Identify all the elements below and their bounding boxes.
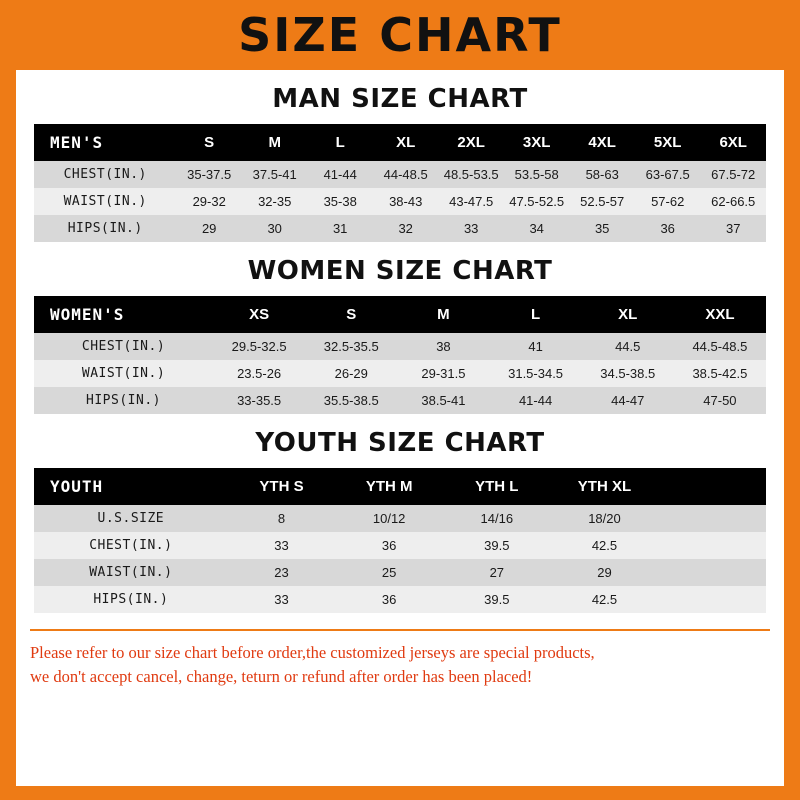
table-cell: 44-48.5 (373, 161, 439, 188)
table-cell: 30 (242, 215, 308, 242)
table-cell: 41 (490, 333, 582, 360)
men-row-label-waist: WAIST(IN.) (34, 188, 176, 215)
table-cell: 38-43 (373, 188, 439, 215)
table-cell: 35-38 (307, 188, 373, 215)
men-header-l: L (307, 124, 373, 161)
table-row (34, 333, 766, 360)
table-cell: 33 (438, 215, 504, 242)
table-cell: 14/16 (443, 505, 551, 532)
footer-line-2: we don't accept cancel, change, teturn or refund after order has been placed! (30, 666, 533, 686)
women-header-s: S (305, 296, 397, 333)
table-cell: 52.5-57 (569, 188, 635, 215)
table-cell: 39.5 (443, 586, 551, 613)
table-cell: 36 (335, 532, 443, 559)
table-cell: 44.5-48.5 (674, 333, 766, 360)
table-cell: 38 (397, 333, 489, 360)
table-cell: 44.5 (582, 333, 674, 360)
table-cell: 41-44 (307, 161, 373, 188)
women-row-label-chest: CHEST(IN.) (34, 333, 213, 360)
table-cell: 36 (635, 215, 701, 242)
youth-header-label: YOUTH (34, 468, 228, 505)
youth-header-yth-l: YTH L (443, 468, 551, 505)
men-section-title: MAN SIZE CHART (272, 84, 528, 114)
men-header-m: M (242, 124, 308, 161)
women-header-xxl: XXL (674, 296, 766, 333)
women-row-label-hips: HIPS(IN.) (34, 387, 213, 414)
table-cell: 18/20 (551, 505, 659, 532)
table-row (34, 215, 766, 242)
table-cell: 42.5 (551, 532, 659, 559)
footer-notice (30, 629, 770, 689)
table-cell: 47-50 (674, 387, 766, 414)
table-cell: 33 (228, 532, 336, 559)
youth-table-body (34, 505, 766, 613)
table-cell: 44-47 (582, 387, 674, 414)
table-row (34, 505, 766, 532)
footer-line-1: Please refer to our size chart before order,the customized jerseys are special products, (30, 643, 595, 662)
women-row-label-waist: WAIST(IN.) (34, 360, 213, 387)
youth-row-label-us-size: U.S.SIZE (34, 505, 228, 532)
men-header-2xl: 2XL (438, 124, 504, 161)
table-cell: 31.5-34.5 (490, 360, 582, 387)
men-header-s: S (176, 124, 242, 161)
table-cell: 43-47.5 (438, 188, 504, 215)
women-table-body (34, 333, 766, 414)
table-cell (658, 532, 766, 559)
table-cell: 33 (228, 586, 336, 613)
youth-section-title: YOUTH SIZE CHART (255, 428, 545, 458)
men-header-4xl: 4XL (569, 124, 635, 161)
table-cell: 58-63 (569, 161, 635, 188)
table-cell: 39.5 (443, 532, 551, 559)
table-row (34, 161, 766, 188)
table-cell (658, 505, 766, 532)
table-row (34, 559, 766, 586)
women-size-section (16, 256, 784, 414)
youth-header-yth-m: YTH M (335, 468, 443, 505)
table-cell: 57-62 (635, 188, 701, 215)
women-header-m: M (397, 296, 489, 333)
table-cell: 34 (504, 215, 570, 242)
table-cell: 38.5-41 (397, 387, 489, 414)
table-row (34, 532, 766, 559)
men-row-label-hips: HIPS(IN.) (34, 215, 176, 242)
table-cell: 38.5-42.5 (674, 360, 766, 387)
table-cell: 42.5 (551, 586, 659, 613)
table-header-row (34, 124, 766, 161)
table-cell: 29.5-32.5 (213, 333, 305, 360)
men-size-section (16, 84, 784, 242)
men-table-head (34, 124, 766, 161)
table-cell: 23 (228, 559, 336, 586)
table-cell: 33-35.5 (213, 387, 305, 414)
table-cell: 53.5-58 (504, 161, 570, 188)
page-title: SIZE CHART (238, 8, 562, 62)
table-row (34, 586, 766, 613)
men-header-xl: XL (373, 124, 439, 161)
youth-row-label-waist: WAIST(IN.) (34, 559, 228, 586)
table-row (34, 188, 766, 215)
men-header-6xl: 6XL (700, 124, 766, 161)
table-cell: 27 (443, 559, 551, 586)
youth-size-table (34, 468, 766, 613)
men-table-body (34, 161, 766, 242)
table-cell: 29-31.5 (397, 360, 489, 387)
table-row (34, 387, 766, 414)
women-section-title: WOMEN SIZE CHART (247, 256, 553, 286)
table-cell: 34.5-38.5 (582, 360, 674, 387)
youth-header-yth-s: YTH S (228, 468, 336, 505)
table-cell: 35.5-38.5 (305, 387, 397, 414)
table-cell: 36 (335, 586, 443, 613)
table-cell: 35 (569, 215, 635, 242)
table-cell: 32-35 (242, 188, 308, 215)
women-size-table (34, 296, 766, 414)
table-cell: 23.5-26 (213, 360, 305, 387)
table-cell (658, 586, 766, 613)
table-cell: 62-66.5 (700, 188, 766, 215)
table-cell: 35-37.5 (176, 161, 242, 188)
women-header-xs: XS (213, 296, 305, 333)
table-cell: 48.5-53.5 (438, 161, 504, 188)
table-cell: 25 (335, 559, 443, 586)
youth-size-section (16, 428, 784, 613)
women-header-xl: XL (582, 296, 674, 333)
men-size-table (34, 124, 766, 242)
table-cell: 63-67.5 (635, 161, 701, 188)
table-cell: 26-29 (305, 360, 397, 387)
table-cell (658, 559, 766, 586)
bottom-accent-bar (0, 786, 800, 800)
table-cell: 41-44 (490, 387, 582, 414)
banner (0, 0, 800, 70)
men-row-label-chest: CHEST(IN.) (34, 161, 176, 188)
youth-header-yth-xl: YTH XL (551, 468, 659, 505)
table-row (34, 360, 766, 387)
table-cell: 8 (228, 505, 336, 532)
women-table-head (34, 296, 766, 333)
table-cell: 29 (176, 215, 242, 242)
table-cell: 29-32 (176, 188, 242, 215)
youth-row-label-chest: CHEST(IN.) (34, 532, 228, 559)
youth-table-head (34, 468, 766, 505)
women-header-label: WOMEN'S (34, 296, 213, 333)
women-header-l: L (490, 296, 582, 333)
table-cell: 31 (307, 215, 373, 242)
table-header-row (34, 468, 766, 505)
table-cell: 10/12 (335, 505, 443, 532)
table-cell: 32 (373, 215, 439, 242)
table-cell: 37 (700, 215, 766, 242)
men-header-label: MEN'S (34, 124, 176, 161)
men-header-5xl: 5XL (635, 124, 701, 161)
table-cell: 47.5-52.5 (504, 188, 570, 215)
table-cell: 32.5-35.5 (305, 333, 397, 360)
youth-header-spacer (658, 468, 766, 505)
table-header-row (34, 296, 766, 333)
youth-row-label-hips: HIPS(IN.) (34, 586, 228, 613)
men-header-3xl: 3XL (504, 124, 570, 161)
table-cell: 37.5-41 (242, 161, 308, 188)
table-cell: 29 (551, 559, 659, 586)
table-cell: 67.5-72 (700, 161, 766, 188)
